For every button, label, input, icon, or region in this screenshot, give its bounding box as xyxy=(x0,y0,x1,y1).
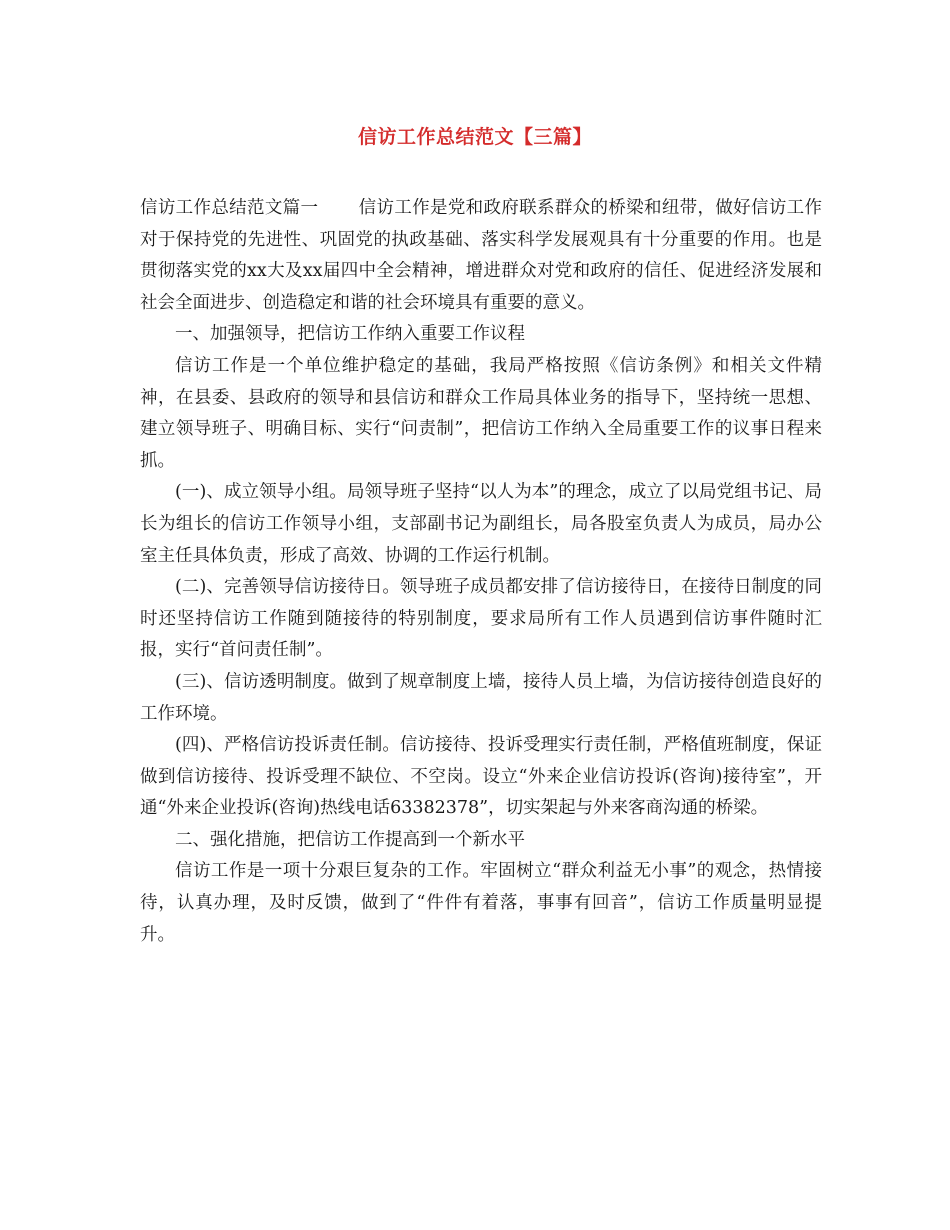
section-heading-2: 二、强化措施，把信访工作提高到一个新水平 xyxy=(175,829,525,850)
intro-paragraph xyxy=(140,193,822,319)
document-title: 信访工作总结范文【三篇】 xyxy=(357,126,592,148)
body-paragraph: (二)、完善领导信访接待日。领导班子成员都安排了信访接待日，在接待日制度的同时还坚持信访工作随到随接待的特别制度，要求局所有工作人员遇到信访事件随时汇报，实行“首问责任制”。 xyxy=(140,577,822,661)
body-paragraph: 信访工作是一项十分艰巨复杂的工作。牢固树立“群众利益无小事”的观念，热情接待，认真办理，及时反馈，做到了“件件有着落，事事有回音”，信访工作质量明显提升。 xyxy=(140,861,822,945)
body-paragraph: (四)、严格信访投诉责任制。信访接待、投诉受理实行责任制，严格值班制度，保证做到信访接待、投诉受理不缺位、不空岗。设立“外来企业信访投诉(咨询)接待室”，开通“外来企业投诉(咨询)热线电话63382378”，切实架起与外来客商沟通的桥梁。 xyxy=(140,735,822,819)
section-heading-1: 一、加强领导，把信访工作纳入重要工作议程 xyxy=(175,324,525,345)
intro-label: 信访工作总结范文篇一 xyxy=(140,198,319,218)
body-paragraph: 信访工作是一个单位维护稳定的基础，我局严格按照《信访条例》和相关文件精神，在县委、县政府的领导和县信访和群众工作局具体业务的指导下，坚持统一思想、建立领导班子、明确目标、实行“问责制”，把信访工作纳入全局重要工作的议事日程来抓。 xyxy=(140,355,822,471)
document-body xyxy=(140,193,822,951)
body-paragraph: (三)、信访透明制度。做到了规章制度上墙，接待人员上墙，为信访接待创造良好的工作环境。 xyxy=(140,671,822,724)
body-paragraph: (一)、成立领导小组。局领导班子坚持“以人为本”的理念，成立了以局党组书记、局长为组长的信访工作领导小组，支部副书记为副组长，局各股室负责人为成员，局办公室主任具体负责，形成了高效、协调的工作运行机制。 xyxy=(140,482,822,566)
intro-text: 信访工作是党和政府联系群众的桥梁和纽带，做好信访工作对于保持党的先进性、巩固党的执政基础、落实科学发展观具有十分重要的作用。也是贯彻落实党的xx大及xx届四中全会精神，增进群众对党和政府的信任、促进经济发展和社会全面进步、创造稳定和谐的社会环境具有重要的意义。 xyxy=(140,198,823,313)
